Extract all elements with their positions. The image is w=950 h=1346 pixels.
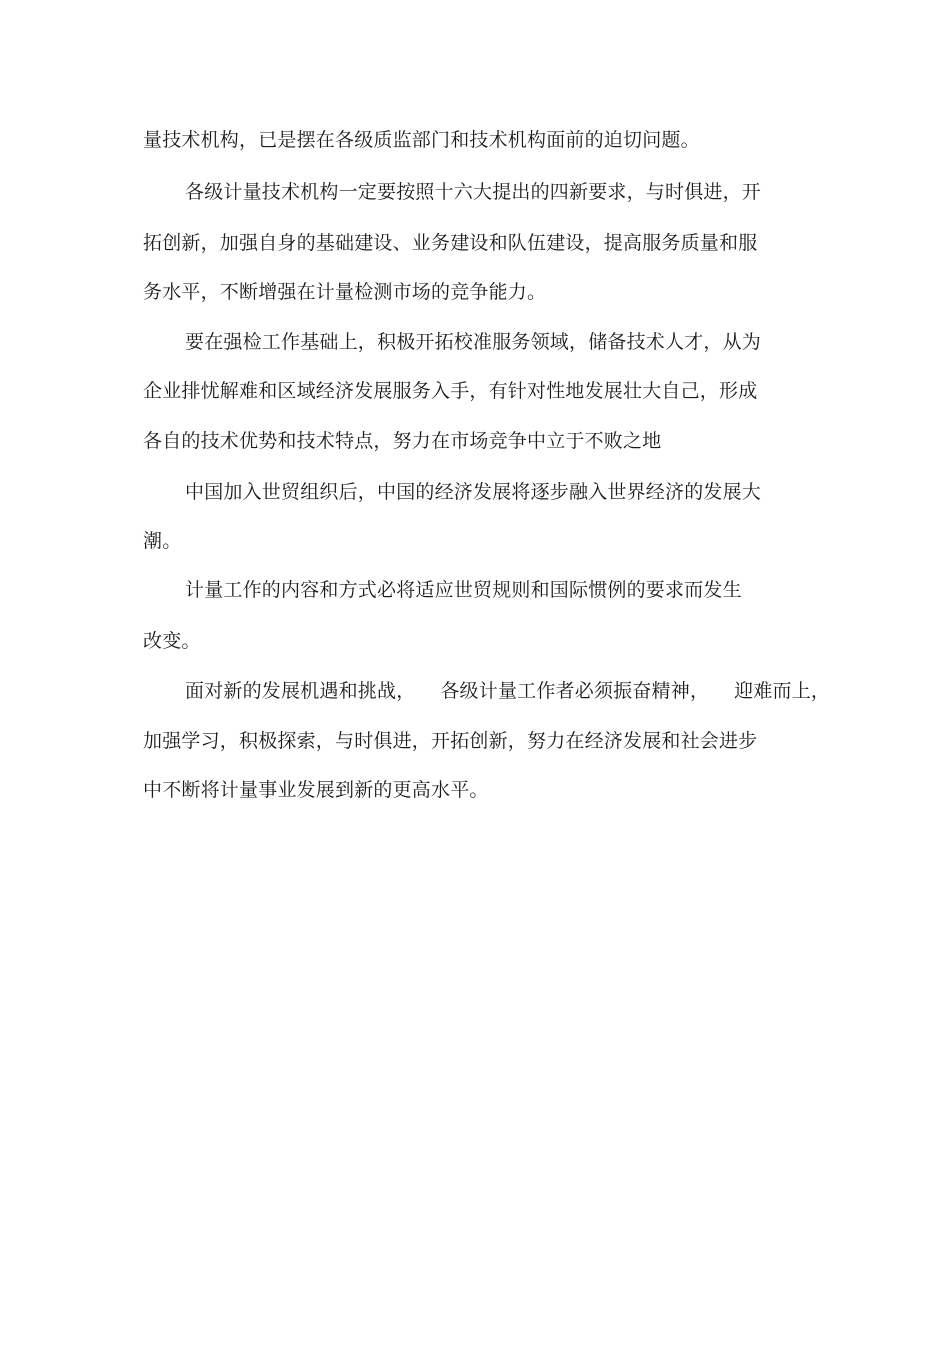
text-line: 面对新的发展机遇和挑战， 各级计量工作者必须振奋精神， 迎难而上， — [185, 680, 831, 702]
text-line: 企业排忧解难和区域经济发展服务入手，有针对性地发展壮大自己，形成 — [143, 380, 758, 402]
text-line: 要在强检工作基础上，积极开拓校准服务领域，储备技术人才，从为 — [185, 331, 762, 353]
text-line: 潮。 — [143, 530, 182, 552]
text-line: 改变。 — [143, 630, 201, 652]
text-line: 拓创新，加强自身的基础建设、业务建设和队伍建设，提高服务质量和服 — [143, 232, 758, 254]
text-line: 中不断将计量事业发展到新的更高水平。 — [143, 779, 489, 801]
text-line: 务水平，不断增强在计量检测市场的竞争能力。 — [143, 281, 547, 303]
text-line: 中国加入世贸组织后，中国的经济发展将逐步融入世界经济的发展大 — [185, 481, 762, 503]
text-line: 计量工作的内容和方式必将适应世贸规则和国际惯例的要求而发生 — [185, 579, 742, 601]
text-line: 加强学习，积极探索，与时俱进，开拓创新，努力在经济发展和社会进步 — [143, 730, 758, 752]
text-line: 各级计量技术机构一定要按照十六大提出的四新要求，与时俱进，开 — [185, 181, 762, 203]
text-line: 各自的技术优势和技术特点，努力在市场竞争中立于不败之地 — [143, 430, 662, 452]
text-line: 量技术机构，已是摆在各级质监部门和技术机构面前的迫切问题。 — [143, 129, 700, 151]
